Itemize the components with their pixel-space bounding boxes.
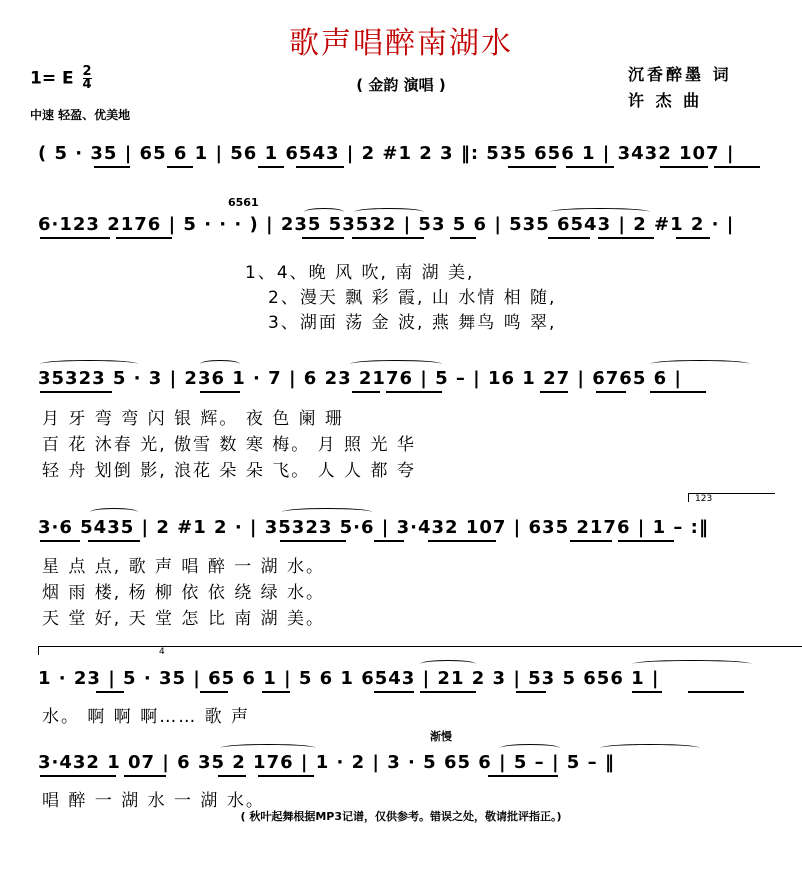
lyrics-row-5: 水。 啊 啊 啊…… 歌 声	[42, 707, 251, 727]
lyrics-row-2-verse-2: 2、漫天 飘 彩 霞, 山 水情 相 随,	[268, 288, 557, 308]
key-signature	[30, 66, 92, 91]
composer-credit: 许 杰 曲	[628, 91, 703, 110]
ritardando-mark: 渐慢	[430, 730, 452, 743]
lyrics-row-2-verse-3: 3、湖面 荡 金 波, 燕 舞鸟 鸣 翠,	[268, 313, 557, 333]
key-label: 1= E	[30, 68, 74, 89]
notation-row-6: 3·432 1 07 | 6 35 2 176 | 1 · 2 | 3 · 5 65 6 | 5 – | 5 – ‖	[38, 752, 615, 773]
time-signature	[83, 66, 92, 91]
volta-1-2-3: 123	[688, 493, 775, 502]
volta-4: 4	[38, 646, 802, 655]
transcription-note: ( 秋叶起舞根据MP3记谱，仅供参考。错误之处，敬请批评指正。)	[240, 810, 562, 823]
lyrics-row-6: 唱 醉 一 湖 水 一 湖 水。	[42, 791, 265, 811]
notation-row-2: 6·123 2176 | 5 · · · ) | 235 53532 | 53 5 6 | 535 6543 | 2 #1 2 · |	[38, 214, 735, 235]
time-denominator: 4	[82, 77, 92, 92]
notation-row-3: 35323 5 · 3 | 236 1 · 7 | 6 23 2176 | 5 – | 16 1 27 | 6765 6 |	[38, 368, 682, 389]
lyrics-row-4-verse-1: 星 点 点, 歌 声 唱 醉 一 湖 水。	[42, 557, 326, 577]
song-title: 歌声唱醉南湖水	[289, 26, 513, 61]
time-numerator: 2	[82, 64, 92, 79]
grace-notes: 6561	[228, 196, 259, 209]
notation-row-4: 3·6 5435 | 2 #1 2 · | 35323 5·6 | 3·432 107 | 635 2176 | 1 – :‖	[38, 517, 709, 538]
singer-credit: ( 金韵 演唱 )	[356, 76, 446, 94]
lyrics-row-4-verse-2: 烟 雨 楼, 杨 柳 依 依 绕 绿 水。	[42, 583, 326, 603]
lyrics-row-4-verse-3: 天 堂 好, 天 堂 怎 比 南 湖 美。	[42, 609, 326, 629]
tempo-marking: 中速 轻盈、优美地	[30, 108, 131, 122]
lyricist-credit: 沉香醉墨 词	[628, 65, 732, 84]
notation-row-5: 1 · 23 | 5 · 35 | 65 6 1 | 5 6 1 6543 | 21 2 3 | 53 5 656 1 |	[38, 668, 660, 689]
lyrics-row-2-verse-1: 1、4、晚 风 吹, 南 湖 美,	[245, 263, 475, 283]
lyrics-row-3-verse-2: 百 花 沐春 光, 傲雪 数 寒 梅。 月 照 光 华	[42, 435, 416, 455]
notation-row-1: ( 5 · 35 | 65 6 1 | 56 1 6543 | 2 #1 2 3 ‖: 535 656 1 | 3432 107 |	[38, 143, 735, 164]
lyrics-row-3-verse-3: 轻 舟 划倒 影, 浪花 朵 朵 飞。 人 人 都 夸	[42, 461, 416, 481]
lyrics-row-3-verse-1: 月 牙 弯 弯 闪 银 辉。 夜 色 阑 珊	[42, 409, 345, 429]
